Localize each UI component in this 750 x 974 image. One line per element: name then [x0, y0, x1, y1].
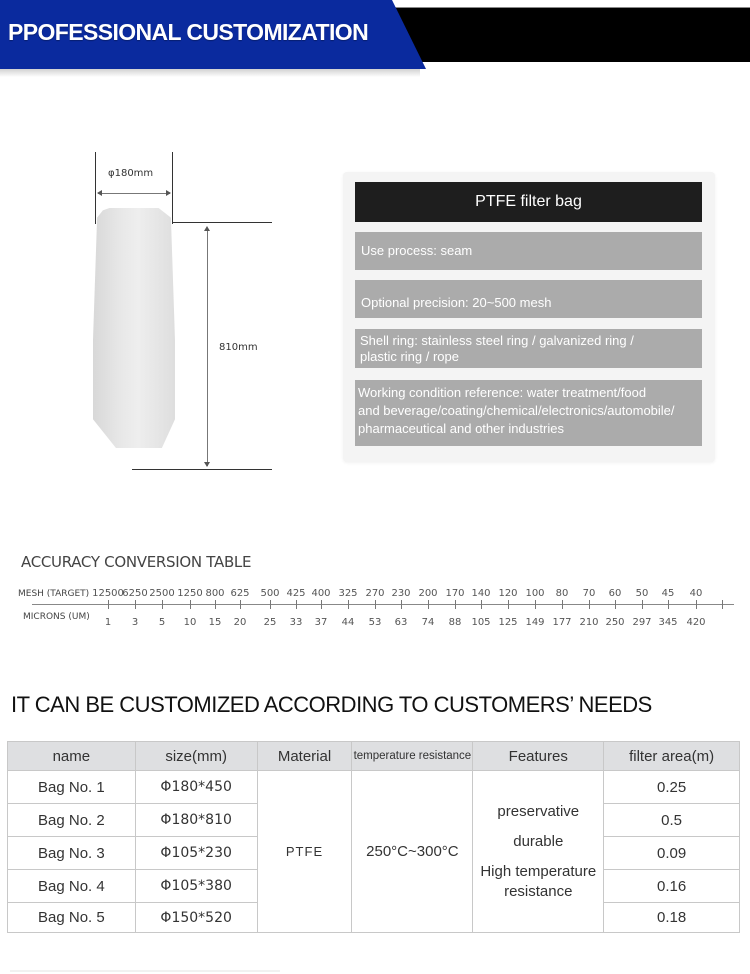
bag-spec-table [7, 741, 740, 933]
micron-value: 105 [471, 617, 491, 628]
cell-area: 0.18 [604, 903, 740, 933]
micron-value: 74 [421, 617, 435, 628]
micron-value: 210 [579, 617, 599, 628]
mesh-value: 40 [689, 588, 703, 599]
micron-value: 420 [686, 617, 706, 628]
scale-tick [401, 600, 402, 609]
header-filter-area: filter area(m) [604, 742, 740, 771]
mesh-value: 60 [608, 588, 622, 599]
feature-item: High temperature [480, 862, 597, 880]
micron-value: 1 [104, 617, 112, 628]
header-size: size(mm) [135, 742, 257, 771]
scale-tick [696, 600, 697, 609]
width-dimension-line [98, 193, 170, 194]
scale-tick [562, 600, 563, 609]
micron-value: 177 [552, 617, 572, 628]
mesh-value: 400 [311, 588, 331, 599]
scale-tick [190, 600, 191, 609]
spec-row-use-process [355, 232, 702, 270]
spec-row-working-condition [355, 380, 702, 446]
feature-gap [473, 852, 603, 862]
bottom-divider [10, 970, 280, 972]
accuracy-table-title: ACCURACY CONVERSION TABLE [21, 553, 252, 571]
mesh-value: 120 [498, 588, 518, 599]
cell-name: Bag No. 1 [8, 771, 136, 804]
mesh-value: 800 [205, 588, 225, 599]
feature-item: resistance [504, 882, 573, 900]
micron-value: 345 [658, 617, 678, 628]
table-header-row [8, 742, 740, 771]
spec-row-text: pharmaceutical and other industries [358, 421, 564, 436]
table-row [8, 771, 740, 804]
cell-size: Φ150*520 [135, 903, 257, 933]
scale-tick [455, 600, 456, 609]
micron-value: 15 [208, 617, 222, 628]
cell-size: Φ105*230 [135, 837, 257, 870]
spec-row-text: Shell ring: stainless steel ring / galvanized ring / [360, 332, 634, 348]
mesh-value: 230 [391, 588, 411, 599]
cell-size: Φ105*380 [135, 870, 257, 903]
scale-tick [615, 600, 616, 609]
micron-value: 44 [341, 617, 355, 628]
mesh-value: 200 [418, 588, 438, 599]
height-dimension-line [207, 228, 208, 466]
spec-card-title: PTFE filter bag [355, 182, 702, 222]
conversion-scale-axis [32, 604, 734, 605]
mesh-value: 50 [635, 588, 649, 599]
scale-tick [508, 600, 509, 609]
width-extension-left [95, 152, 96, 224]
microns-row-label: MICRONS (UM) [23, 612, 90, 622]
mesh-value: 80 [555, 588, 569, 599]
top-reference-line [172, 222, 272, 223]
cell-area: 0.09 [604, 837, 740, 870]
cell-size: Φ180*810 [135, 804, 257, 837]
micron-value: 63 [394, 617, 408, 628]
cell-name: Bag No. 3 [8, 837, 136, 870]
banner-black-bar [380, 7, 750, 62]
micron-value: 20 [233, 617, 247, 628]
mesh-value: 625 [230, 588, 250, 599]
scale-tick [348, 600, 349, 609]
micron-value: 10 [183, 617, 197, 628]
arrow-up-icon [204, 226, 210, 231]
width-extension-right [172, 152, 173, 224]
mesh-value: 270 [365, 588, 385, 599]
spec-row-text: Use process: seam [361, 243, 473, 258]
spec-row-precision [355, 280, 702, 318]
header-features: Features [473, 742, 604, 771]
arrow-left-icon [97, 190, 102, 196]
mesh-value: 325 [338, 588, 358, 599]
micron-value: 53 [368, 617, 382, 628]
mesh-value: 12500 [92, 588, 124, 599]
scale-end-tick [722, 600, 723, 609]
mesh-row-label: MESH (TARGET) [18, 589, 90, 599]
scale-tick [375, 600, 376, 609]
micron-value: 149 [525, 617, 545, 628]
spec-row-text: Optional precision: 20~500 mesh [361, 295, 552, 310]
scale-tick [668, 600, 669, 609]
scale-tick [215, 600, 216, 609]
filter-bag-image [93, 208, 175, 448]
scale-tick [240, 600, 241, 609]
height-label: 810mm [219, 342, 258, 353]
micron-value: 25 [263, 617, 277, 628]
cell-features [473, 771, 604, 933]
scale-tick [270, 600, 271, 609]
scale-tick [296, 600, 297, 609]
feature-item: durable [513, 832, 564, 850]
cell-temperature: 250°C~300°C [352, 771, 473, 933]
scale-tick [135, 600, 136, 609]
banner-title: PPOFESSIONAL CUSTOMIZATION [8, 19, 369, 45]
arrow-down-icon [204, 462, 210, 467]
scale-tick [589, 600, 590, 609]
cell-name: Bag No. 5 [8, 903, 136, 933]
cell-name: Bag No. 2 [8, 804, 136, 837]
feature-gap [473, 822, 603, 832]
cell-area: 0.5 [604, 804, 740, 837]
cell-area: 0.25 [604, 771, 740, 804]
cell-size: Φ180*450 [135, 771, 257, 804]
width-label: φ180mm [108, 168, 154, 179]
scale-tick [481, 600, 482, 609]
customization-headline: IT CAN BE CUSTOMIZED ACCORDING TO CUSTOMERS’ NEEDS [11, 692, 652, 717]
spec-row-text: and beverage/coating/chemical/electronics/automobile/ [358, 403, 675, 418]
micron-value: 5 [158, 617, 166, 628]
micron-value: 297 [632, 617, 652, 628]
scale-tick [108, 600, 109, 609]
mesh-value: 70 [582, 588, 596, 599]
feature-item: preservative [497, 802, 580, 820]
micron-value: 37 [314, 617, 328, 628]
micron-value: 250 [605, 617, 625, 628]
filter-bag-drawing [80, 140, 280, 480]
mesh-value: 6250 [122, 588, 148, 599]
mesh-value: 425 [286, 588, 306, 599]
scale-tick [428, 600, 429, 609]
spec-row-shell-ring [355, 329, 702, 368]
header-banner [0, 0, 750, 80]
scale-tick [535, 600, 536, 609]
mesh-value: 170 [445, 588, 465, 599]
cell-area: 0.16 [604, 870, 740, 903]
cell-name: Bag No. 4 [8, 870, 136, 903]
header-name: name [8, 742, 136, 771]
micron-value: 88 [448, 617, 462, 628]
mesh-value: 2500 [149, 588, 175, 599]
spec-row-text: Working condition reference: water treatment/food [358, 385, 647, 400]
micron-value: 125 [498, 617, 518, 628]
banner-shadow [0, 69, 420, 77]
scale-tick [321, 600, 322, 609]
spec-card [343, 172, 715, 462]
mesh-value: 45 [661, 588, 675, 599]
mesh-value: 100 [525, 588, 545, 599]
header-temperature: temperature resistance [352, 742, 473, 771]
mesh-value: 500 [260, 588, 280, 599]
arrow-right-icon [166, 190, 171, 196]
scale-tick [642, 600, 643, 609]
micron-value: 3 [131, 617, 139, 628]
spec-row-text: plastic ring / rope [360, 348, 459, 364]
header-material: Material [257, 742, 352, 771]
mesh-value: 140 [471, 588, 491, 599]
micron-value: 33 [289, 617, 303, 628]
cell-material: PTFE [257, 771, 352, 933]
bottom-reference-line [132, 469, 272, 470]
mesh-value: 1250 [177, 588, 203, 599]
scale-tick [162, 600, 163, 609]
